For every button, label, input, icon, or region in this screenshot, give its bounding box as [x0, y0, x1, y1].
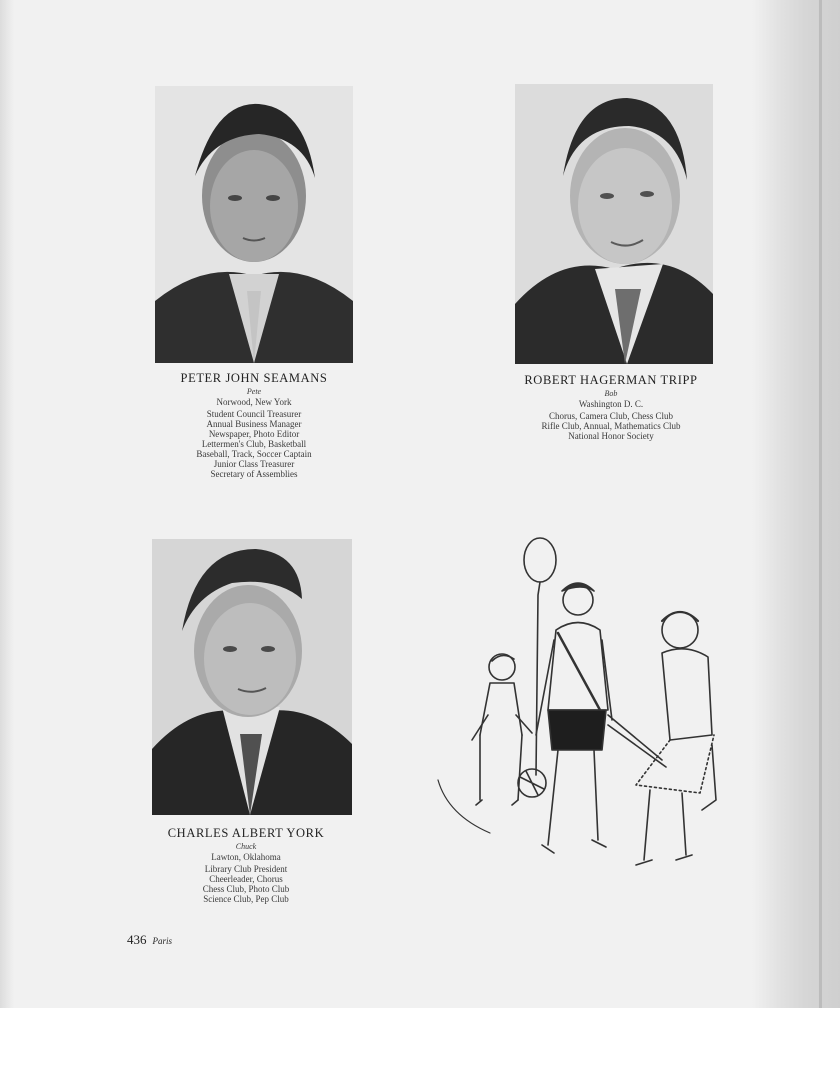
- student-name: PETER JOHN SEAMANS: [180, 371, 328, 385]
- activity-line: Chorus, Camera Club, Chess Club: [549, 411, 673, 421]
- caption-seamans: [155, 370, 353, 479]
- activity-line: Newspaper, Photo Editor: [208, 429, 300, 439]
- balloon-drawing: [524, 538, 556, 582]
- children-sketch-illustration: [430, 535, 720, 885]
- activity-line: Junior Class Treasurer: [213, 459, 295, 469]
- page-spine-shadow: [752, 0, 840, 1008]
- student-hometown: Lawton, Oklahoma: [211, 852, 281, 862]
- student-nickname: Bob: [604, 389, 618, 398]
- activity-line: Chess Club, Photo Club: [202, 884, 290, 894]
- portrait-photo-york: [152, 539, 352, 815]
- student-hometown: Norwood, New York: [216, 397, 292, 407]
- page-footer: [127, 932, 172, 948]
- activity-line: Rifle Club, Annual, Mathematics Club: [541, 421, 681, 431]
- section-name: Paris: [152, 936, 173, 946]
- caption-tripp: [512, 372, 710, 441]
- student-nickname: Chuck: [235, 842, 257, 851]
- page-spine-edge: [819, 0, 822, 1008]
- activity-line: Annual Business Manager: [206, 419, 302, 429]
- activity-line: Science Club, Pep Club: [203, 894, 289, 904]
- page-left-edge: [0, 0, 14, 1008]
- activity-line: Lettermen's Club, Basketball: [201, 439, 307, 449]
- caption-york: [146, 825, 346, 904]
- portrait-photo-tripp: [515, 84, 713, 364]
- activity-line: Library Club President: [204, 864, 288, 874]
- student-name: ROBERT HAGERMAN TRIPP: [524, 373, 698, 387]
- activity-line: Cheerleader, Chorus: [209, 874, 283, 884]
- portrait-photo-seamans: [155, 86, 353, 363]
- activity-line: Secretary of Assemblies: [210, 469, 298, 479]
- activity-line: Baseball, Track, Soccer Captain: [196, 449, 312, 459]
- page-number: 436: [127, 932, 147, 947]
- student-name: CHARLES ALBERT YORK: [167, 826, 325, 840]
- activity-line: Student Council Treasurer: [206, 409, 302, 419]
- student-nickname: Pete: [246, 387, 262, 396]
- activity-line: National Honor Society: [568, 431, 654, 441]
- student-hometown: Washington D. C.: [578, 399, 644, 409]
